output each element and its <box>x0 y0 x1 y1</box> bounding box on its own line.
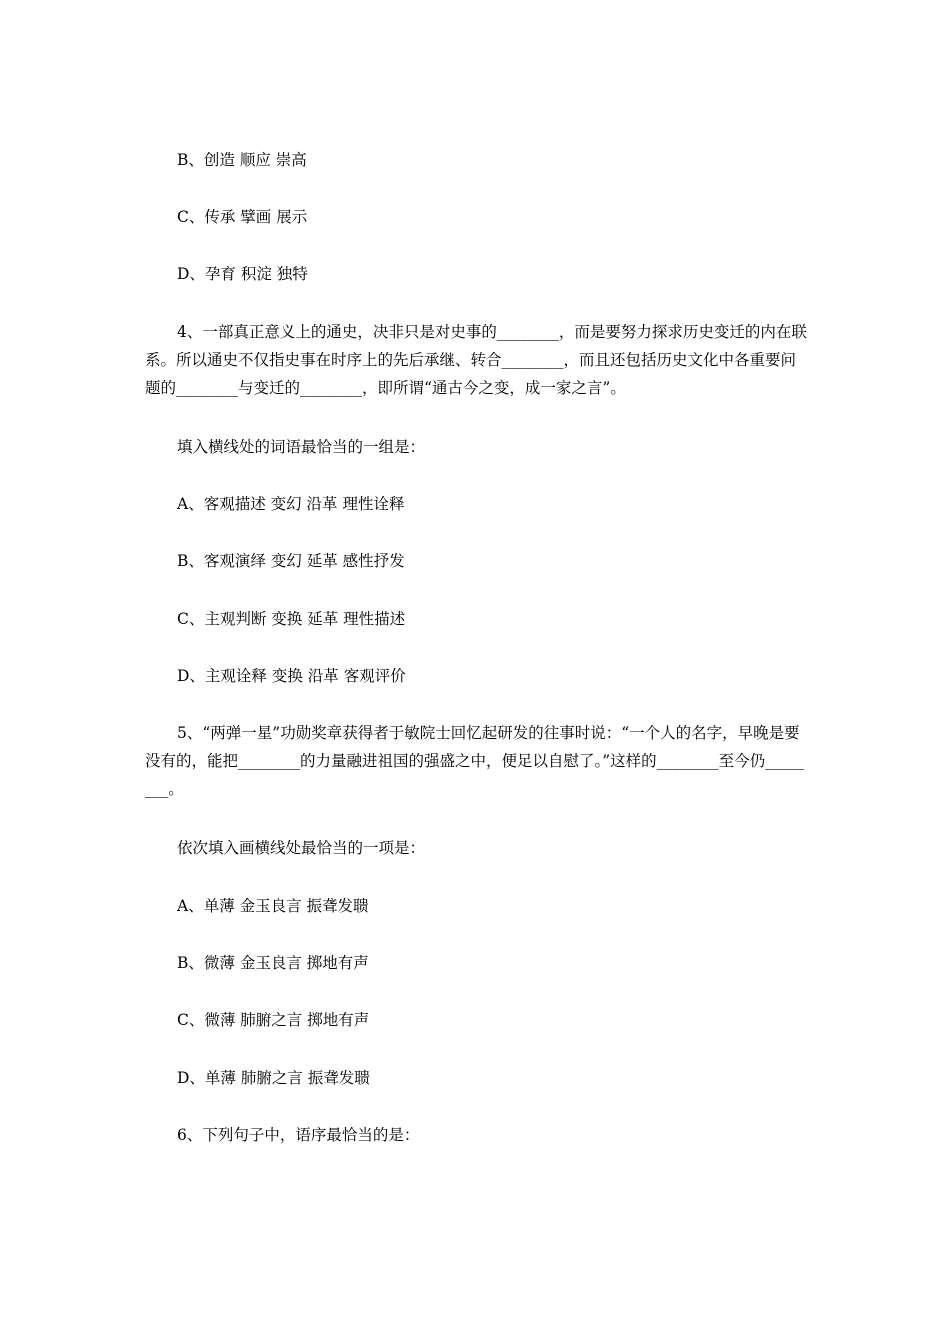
q4-option-c: C、主观判断 变换 延革 理性描述 <box>177 610 406 628</box>
q4-option-a: A、客观描述 变幻 沿革 理性诠释 <box>177 495 405 513</box>
q3-option-c: C、传承 擘画 展示 <box>177 208 308 226</box>
q6-stem: 6、下列句子中，语序最恰当的是： <box>177 1126 420 1144</box>
q3-option-b: B、创造 顺应 崇高 <box>177 151 307 169</box>
q4-option-b: B、客观演绎 变幻 延革 感性抒发 <box>177 552 405 570</box>
q5-option-a: A、单薄 金玉良言 振聋发聩 <box>177 897 369 915</box>
q5-option-d: D、单薄 肺腑之言 振聋发聩 <box>177 1069 370 1087</box>
q4-option-d: D、主观诠释 变换 沿革 客观评价 <box>177 667 406 685</box>
q3-option-d: D、孕育 积淀 独特 <box>177 265 308 283</box>
q4-stem: 4、一部真正意义上的通史，决非只是对史事的________，而是要努力探求历史变迁的内在联系。所以通史不仅指史事在时序上的先后承继、转合________，而且还包括历史文化中各重要问题的________与变迁的________，即所谓“通古今之变，成一家之言”。 <box>145 323 807 397</box>
q4-prompt: 填入横线处的词语最恰当的一组是： <box>177 438 426 456</box>
q5-option-b: B、微薄 金玉良言 掷地有声 <box>177 954 369 972</box>
q5-prompt: 依次填入画横线处最恰当的一项是： <box>177 839 426 857</box>
q5-option-c: C、微薄 肺腑之言 掷地有声 <box>177 1011 370 1029</box>
q5-stem: 5、“两弹一星”功勋奖章获得者于敏院士回忆起研发的往事时说：“一个人的名字，早晚是要没有的，能把________的力量融进祖国的强盛之中，便足以自慰了。”这样的________至今仍________。 <box>145 724 804 798</box>
